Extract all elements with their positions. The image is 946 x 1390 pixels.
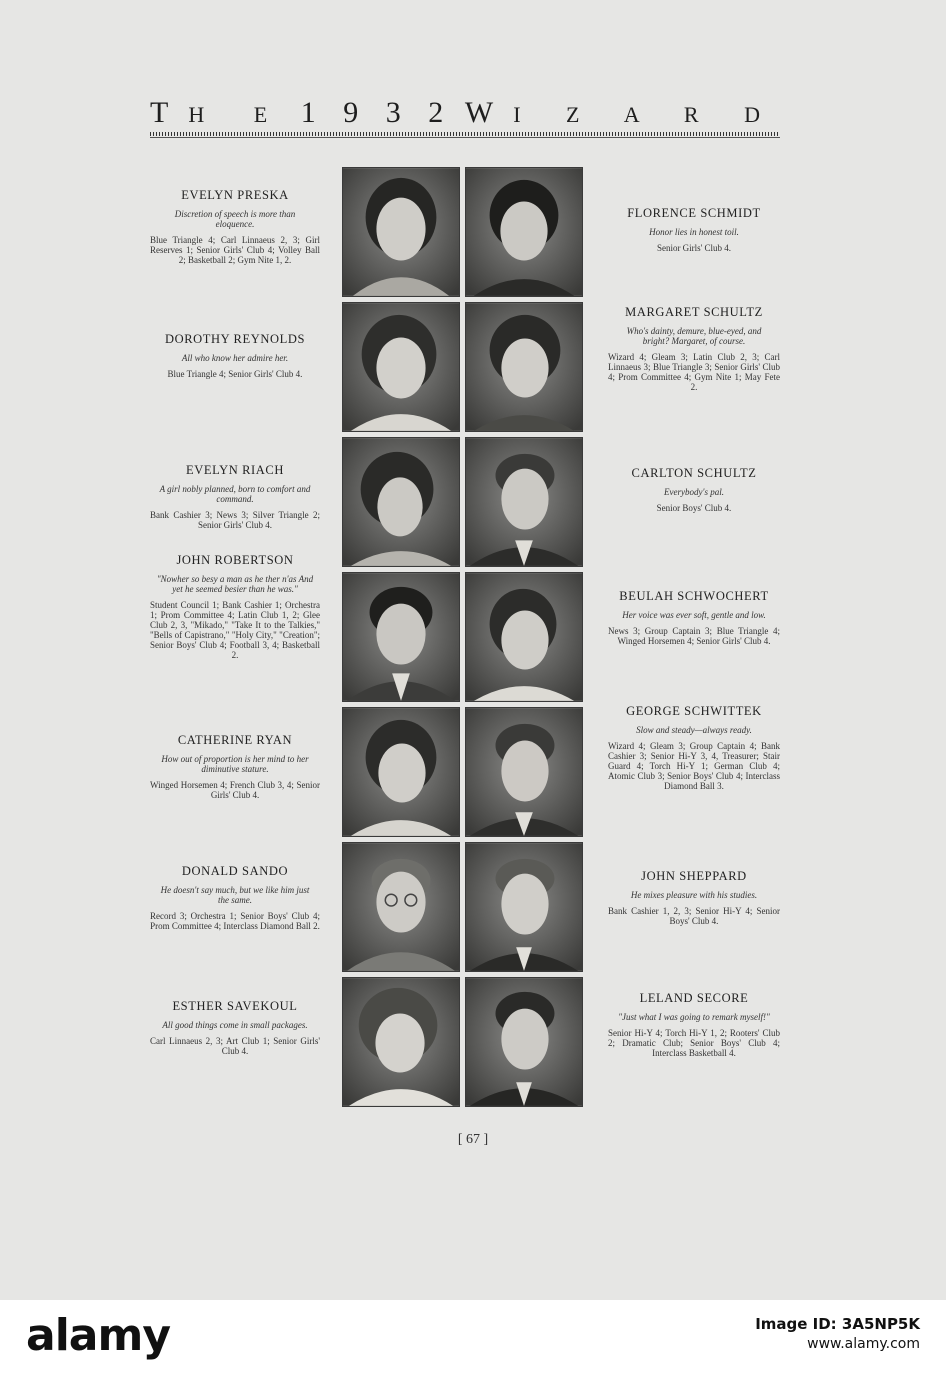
student-activities: News 3; Group Captain 3; Blue Triangle 4; Winged Horsemen 4; Senior Girls' Club 4. [608, 626, 780, 646]
student-name: CARLTON SCHULTZ [631, 466, 757, 480]
student-quote: He mixes pleasure with his studies. [630, 890, 758, 900]
entry-florence-schmidt [608, 206, 780, 253]
entry-dorothy-reynolds [150, 332, 320, 379]
portrait-photo [465, 842, 583, 972]
portrait-photo [342, 167, 460, 297]
header-rule-line [150, 137, 780, 138]
entry-carlton-schultz [608, 466, 780, 513]
portrait-photo [342, 437, 460, 567]
student-quote: Everybody's pal. [664, 487, 724, 497]
student-activities: Wizard 4; Gleam 3; Group Captain 4; Bank Cashier 3; Senior Hi-Y 3, 4, Treasurer; Stair Guard 4; Torch Hi-Y 1; German Club 4; Atomic Club 3; Senior Boys' Club 4; Interclass Diamond Ball 3. [608, 741, 780, 791]
entry-margaret-schultz [608, 305, 780, 392]
portrait-photo [465, 707, 583, 837]
portrait-photo [465, 437, 583, 567]
student-activities: Winged Horsemen 4; French Club 3, 4; Senior Girls' Club 4. [150, 780, 320, 800]
portrait-photo [342, 302, 460, 432]
student-name: FLORENCE SCHMIDT [627, 206, 761, 220]
entry-esther-savekoul [150, 999, 320, 1056]
header-he: H E [188, 102, 290, 127]
header-year: 1 9 3 2 [300, 96, 454, 129]
student-activities: Bank Cashier 3; News 3; Silver Triangle 2; Senior Girls' Club 4. [150, 510, 320, 530]
student-name: JOHN SHEPPARD [641, 869, 747, 883]
student-quote: He doesn't say much, but we like him just the same. [160, 885, 310, 905]
student-name: EVELYN PRESKA [181, 188, 289, 202]
student-activities: Record 3; Orchestra 1; Senior Boys' Club 4; Prom Committee 4; Interclass Diamond Ball 2. [150, 911, 320, 931]
header-w: W [464, 96, 494, 129]
student-name: DOROTHY REYNOLDS [164, 332, 306, 346]
student-activities: Wizard 4; Gleam 3; Latin Club 2, 3; Carl Linnaeus 3; Blue Triangle 3; Senior Girls' Club 4; Prom Committee 4; Gym Nite 1; May Fete 2. [608, 352, 780, 392]
portrait-photo [465, 572, 583, 702]
student-name: EVELYN RIACH [186, 463, 284, 477]
portrait-photo [465, 977, 583, 1107]
portrait-photo [342, 842, 460, 972]
page-number: [ 67 ] [457, 1132, 489, 1147]
student-name: BEULAH SCHWOCHERT [619, 589, 769, 603]
header-izard: I Z A R D [513, 102, 780, 127]
student-quote: Discretion of speech is more than eloquence. [174, 209, 296, 229]
site-url: www.alamy.com [807, 1336, 920, 1352]
student-quote: Who's dainty, demure, blue-eyed, and bright? Margaret, of course. [626, 326, 762, 346]
header-rule [150, 132, 780, 136]
student-activities: Blue Triangle 4; Carl Linnaeus 2, 3; Girl Reserves 1; Senior Girls' Club 4; Volley Ball 2; Basketball 2; Gym Nite 1, 2. [150, 235, 320, 265]
header-t: T [150, 96, 169, 129]
student-activities: Senior Hi-Y 4; Torch Hi-Y 1, 2; Rooters' Club 2; Dramatic Club; Senior Boys' Club 4; Interclass Basketball 4. [608, 1028, 780, 1058]
student-activities: Student Council 1; Bank Cashier 1; Orchestra 1; Prom Committee 4; Latin Club 1, 2; Glee Club 2, 3, "Mikado," "Take It to the Talkies," "Bells of Capistrano," "Holy City," "Creation"; Senior Boys' Club 4; Football 3, 4; Basketball 2. [150, 600, 320, 660]
entry-evelyn-preska [150, 188, 320, 265]
portrait-photo [342, 977, 460, 1107]
student-quote: Her voice was ever soft, gentle and low. [622, 610, 766, 620]
student-quote: All who know her admire her. [181, 353, 289, 363]
student-quote: All good things come in small packages. [162, 1020, 308, 1030]
student-name: ESTHER SAVEKOUL [172, 999, 298, 1013]
student-activities: Bank Cashier 1, 2, 3; Senior Hi-Y 4; Senior Boys' Club 4. [608, 906, 780, 926]
entry-leland-secore [608, 991, 780, 1058]
portrait-photo [465, 167, 583, 297]
portrait-photo [342, 572, 460, 702]
student-name: MARGARET SCHULTZ [625, 305, 763, 319]
student-name: CATHERINE RYAN [177, 733, 293, 747]
student-quote: "Just what I was going to remark myself!" [618, 1012, 770, 1022]
entry-john-robertson [150, 553, 320, 660]
student-quote: "Nowher so besy a man as he ther n'as And yet he seemed besier than he was." [156, 574, 314, 594]
student-name: LELAND SECORE [639, 991, 749, 1005]
student-quote: Slow and steady—always ready. [636, 725, 752, 735]
student-quote: How out of proportion is her mind to her diminutive stature. [161, 754, 309, 774]
portrait-photo [465, 302, 583, 432]
entry-john-sheppard [608, 869, 780, 926]
student-name: GEORGE SCHWITTEK [626, 704, 762, 718]
entry-george-schwittek [608, 704, 780, 791]
brand-logo: alamy [26, 1310, 170, 1361]
portrait-photo [342, 707, 460, 837]
student-activities: Carl Linnaeus 2, 3; Art Club 1; Senior Girls' Club 4. [150, 1036, 320, 1056]
page-header [150, 96, 780, 130]
student-name: DONALD SANDO [181, 864, 289, 878]
student-activities: Senior Boys' Club 4. [656, 503, 732, 513]
student-quote: A girl nobly planned, born to comfort and command. [159, 484, 311, 504]
student-activities: Blue Triangle 4; Senior Girls' Club 4. [167, 369, 303, 379]
entry-beulah-schwochert [608, 589, 780, 646]
image-id-block [755, 1314, 920, 1354]
entry-evelyn-riach [150, 463, 320, 530]
student-name: JOHN ROBERTSON [176, 553, 294, 567]
entry-catherine-ryan [150, 733, 320, 800]
entry-donald-sando [150, 864, 320, 931]
image-id: Image ID: 3A5NP5K [755, 1315, 920, 1333]
student-activities: Senior Girls' Club 4. [656, 243, 732, 253]
student-quote: Honor lies in honest toil. [649, 227, 739, 237]
